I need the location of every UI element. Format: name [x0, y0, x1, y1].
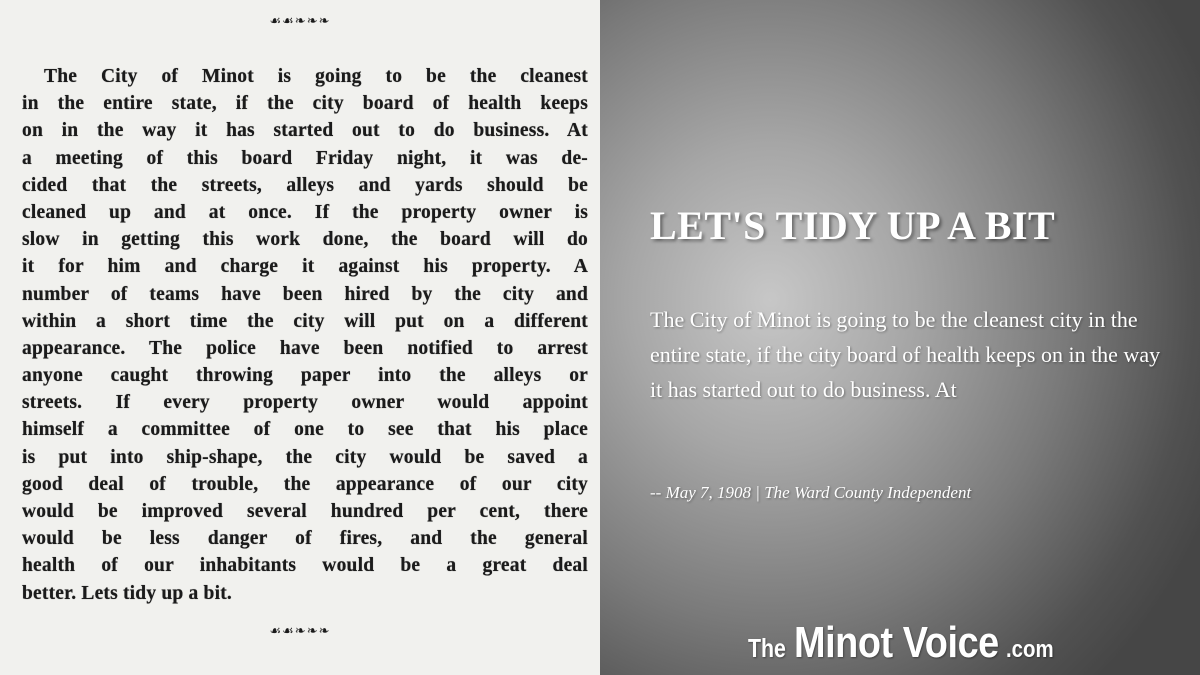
brand-logo: [748, 618, 1062, 668]
clipping-line: in the entire state, if the city board of health keeps: [22, 93, 588, 115]
clipping-line: would be less danger of fires, and the general: [22, 528, 588, 550]
clipping-line: streets. If every property owner would appoint: [22, 392, 588, 414]
clipping-line: good deal of trouble, the appearance of our city: [22, 473, 588, 495]
clipping-line: better. Lets tidy up a bit.: [22, 582, 232, 604]
brand-logo-the: The: [748, 633, 786, 663]
brand-logo-name: Minot Voice: [793, 618, 999, 667]
clipping-line: cided that the streets, alleys and yards should be: [22, 174, 588, 196]
clipping-line: health of our inhabitants would be a great deal: [22, 555, 588, 577]
article-excerpt: The City of Minot is going to be the cleanest city in the entire state, if the city board of health keeps on in the way it has started out to do business. At: [650, 307, 1161, 402]
clipping-line: anyone caught throwing paper into the alleys or: [22, 365, 588, 387]
brand-logo-suffix: .com: [1006, 636, 1054, 663]
clipping-line: slow in getting this work done, the board will do: [22, 229, 588, 251]
clipping-line: cleaned up and at once. If the property owner is: [22, 201, 588, 223]
clipping-line: The City of Minot is going to be the cleanest: [44, 66, 588, 87]
clipping-line: number of teams have been hired by the city and: [22, 283, 588, 305]
clipping-line: a meeting of this board Friday night, it was de-: [22, 147, 588, 169]
article-citation: -- May 7, 1908 | The Ward County Independent: [650, 483, 972, 502]
clipping-line: appearance. The police have been notified to arrest: [22, 337, 588, 359]
clipping-line: himself a committee of one to see that his place: [22, 419, 588, 441]
clipping-line: on in the way it has started out to do business. At: [22, 120, 588, 142]
ornament-bottom: ☙☙❧❧❧: [269, 624, 331, 639]
clipping-line: within a short time the city will put on a different: [22, 310, 588, 332]
clipping-line: would be improved several hundred per cent, there: [22, 501, 588, 522]
clipping-line: is put into ship-shape, the city would be saved a: [22, 446, 588, 468]
clipping-line: it for him and charge it against his property. A: [22, 256, 588, 278]
clipping-text: [22, 63, 588, 607]
article-panel: [600, 0, 1200, 675]
ornament-top: ☙☙❧❧❧: [269, 14, 331, 29]
article-headline: LET'S TIDY UP A BIT: [650, 203, 1056, 248]
